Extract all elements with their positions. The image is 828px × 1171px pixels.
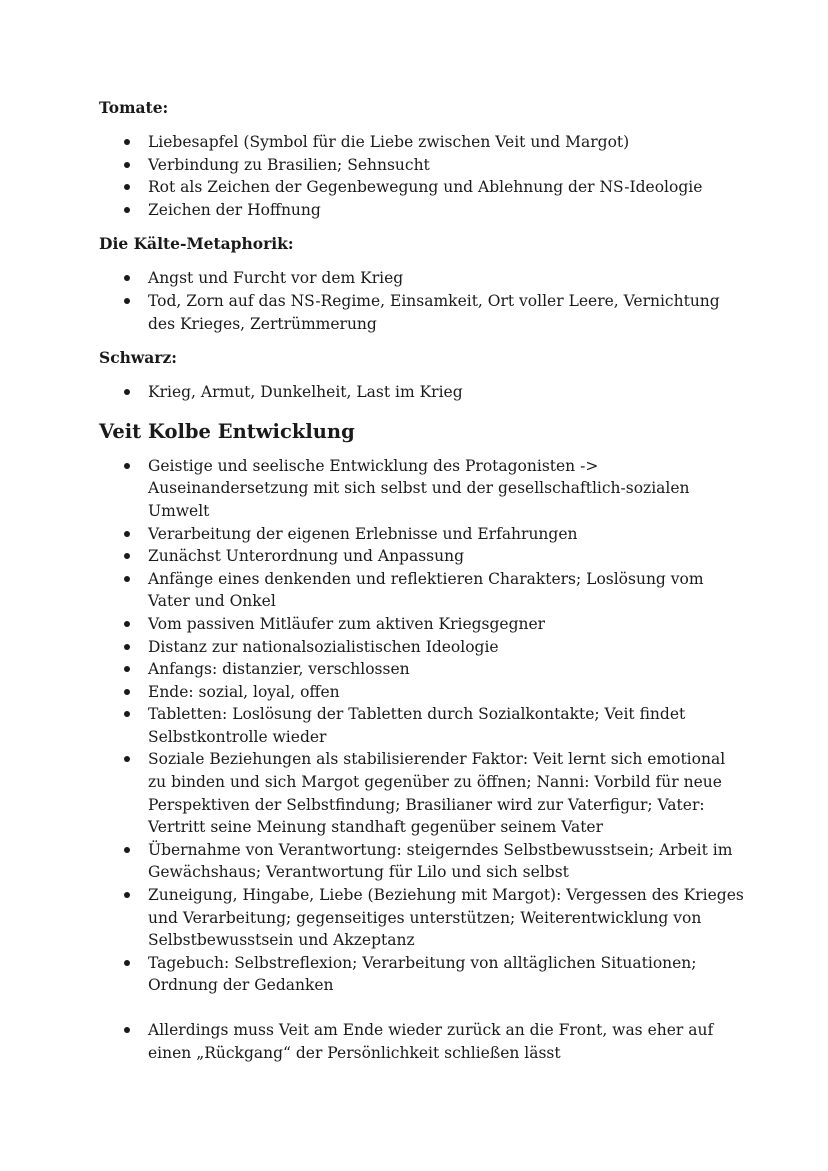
section-label-schwarz: Schwarz: (99, 348, 177, 368)
list-item: Verbindung zu Brasilien; Sehnsucht (99, 154, 748, 177)
list-item: Übernahme von Verantwortung: steigerndes Selbstbewusstsein; Arbeit im Gewächshaus; Verantwortung für Lilo und sich selbst (99, 839, 748, 884)
list-item: Rot als Zeichen der Gegenbewegung und Ablehnung der NS-Ideologie (99, 176, 748, 199)
list-item: Tagebuch: Selbstreflexion; Verarbeitung von alltäglichen Situationen; Ordnung der Gedanken (99, 952, 748, 997)
schwarz-list (99, 381, 748, 404)
section-label-kaelte: Die Kälte-Metaphorik: (99, 234, 294, 254)
development-heading: Veit Kolbe Entwicklung (99, 419, 355, 443)
tomate-list (99, 131, 748, 221)
list-item: Verarbeitung der eigenen Erlebnisse und Erfahrungen (99, 523, 748, 546)
list-item: Tod, Zorn auf das NS-Regime, Einsamkeit, Ort voller Leere, Vernichtung des Krieges, Zertrümmerung (99, 290, 748, 335)
list-item: Geistige und seelische Entwicklung des Protagonisten -> Auseinandersetzung mit sich selbst und der gesellschaftlich-sozialen Umwelt (99, 455, 748, 523)
list-item: Zunächst Unterordnung und Anpassung (99, 545, 748, 568)
list-item: Vom passiven Mitläufer zum aktiven Kriegsgegner (99, 613, 748, 636)
closing-list (99, 1019, 748, 1064)
list-item: Tabletten: Loslösung der Tabletten durch Sozialkontakte; Veit findet Selbstkontrolle wieder (99, 703, 748, 748)
kaelte-list (99, 267, 748, 335)
list-item: Anfänge eines denkenden und reflektieren Charakters; Loslösung vom Vater und Onkel (99, 568, 748, 613)
list-item: Krieg, Armut, Dunkelheit, Last im Krieg (99, 381, 748, 404)
list-item: Zeichen der Hoffnung (99, 199, 748, 222)
list-item: Angst und Furcht vor dem Krieg (99, 267, 748, 290)
list-item: Allerdings muss Veit am Ende wieder zurück an die Front, was eher auf einen „Rückgang“ der Persönlichkeit schließen lässt (99, 1019, 748, 1064)
list-item: Ende: sozial, loyal, offen (99, 681, 748, 704)
section-label-tomate: Tomate: (99, 98, 169, 117)
list-item: Soziale Beziehungen als stabilisierender Faktor: Veit lernt sich emotional zu binden und sich Margot gegenüber zu öffnen; Nanni: Vorbild für neue Perspektiven der Selbstfindung; Brasilianer wird zur Vaterfigur; Vater: Vertritt seine Meinung standhaft gegenüber seinem Vater (99, 748, 748, 838)
list-item: Liebesapfel (Symbol für die Liebe zwischen Veit und Margot) (99, 131, 748, 154)
development-list (99, 455, 748, 997)
list-item: Anfangs: distanzier, verschlossen (99, 658, 748, 681)
list-item: Distanz zur nationalsozialistischen Ideologie (99, 636, 748, 659)
list-item: Zuneigung, Hingabe, Liebe (Beziehung mit Margot): Vergessen des Krieges und Verarbeitung; gegenseitiges unterstützen; Weiterentwicklung von Selbstbewusstsein und Akzeptanz (99, 884, 748, 952)
